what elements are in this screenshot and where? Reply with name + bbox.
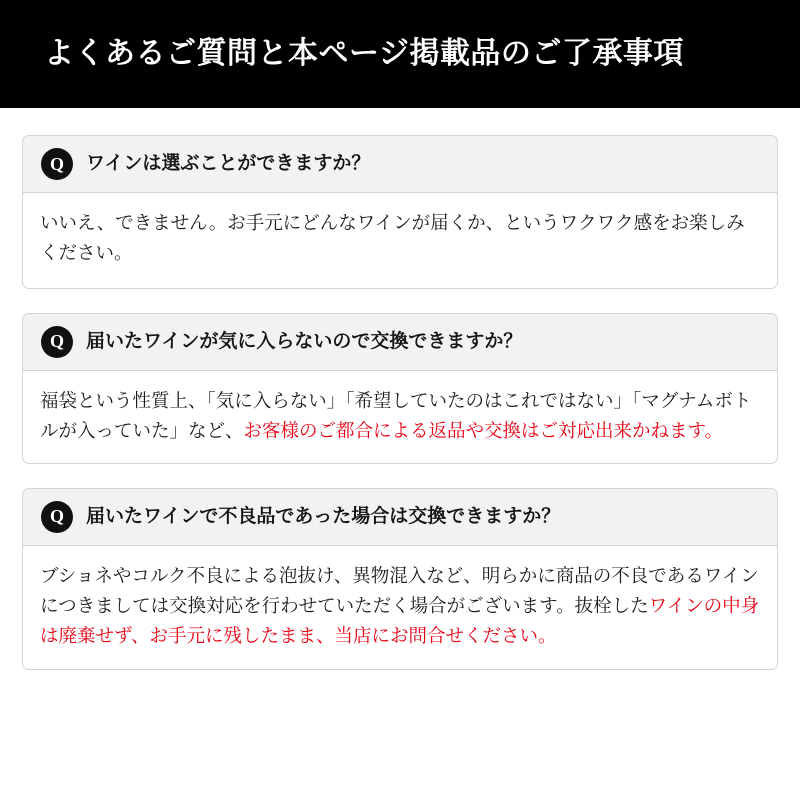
faq-item: [22, 488, 778, 670]
faq-answer-highlight: ワインの中身は廃棄せず、お手元に残したまま、当店にお問合せください。: [40, 594, 760, 646]
faq-item: [22, 313, 778, 464]
faq-answer-text: [23, 193, 777, 288]
faq-question-row: [23, 489, 777, 546]
faq-answer-text: [23, 546, 777, 669]
question-badge-icon: Q: [41, 148, 73, 180]
faq-answer-segment: いいえ、できません。お手元にどんなワインが届くか、というワクワク感をお楽しみください。: [40, 212, 745, 263]
question-badge-icon: Q: [41, 501, 73, 533]
faq-answer-segment: 福袋という性質上、「気に入らない」「希望していたのはこれではない」「マグナムボトルが入っていた」など、: [40, 389, 752, 441]
faq-list: [0, 108, 800, 670]
faq-question-row: [23, 136, 777, 193]
faq-item: [22, 135, 778, 289]
faq-question-row: [23, 314, 777, 371]
faq-question-text: ワインは選ぶことができますか？: [86, 152, 371, 174]
faq-question-text: 届いたワインで不良品であった場合は交換できますか？: [86, 505, 561, 527]
page-header: [0, 0, 800, 108]
faq-answer-highlight: お客様のご都合による返品や交換はご対応出来かねます。: [243, 419, 724, 441]
faq-answer-text: [23, 371, 777, 463]
faq-answer-segment: ブショネやコルク不良による泡抜け、異物混入など、明らかに商品の不良であるワインにつきましては交換対応を行わせていただく場合がございます。抜栓した: [40, 564, 759, 616]
faq-question-text: 届いたワインが気に入らないので交換できますか？: [86, 330, 523, 352]
page-title: よくあるご質問と本ページ掲載品のご了承事項: [44, 37, 684, 70]
question-badge-icon: Q: [41, 326, 73, 358]
